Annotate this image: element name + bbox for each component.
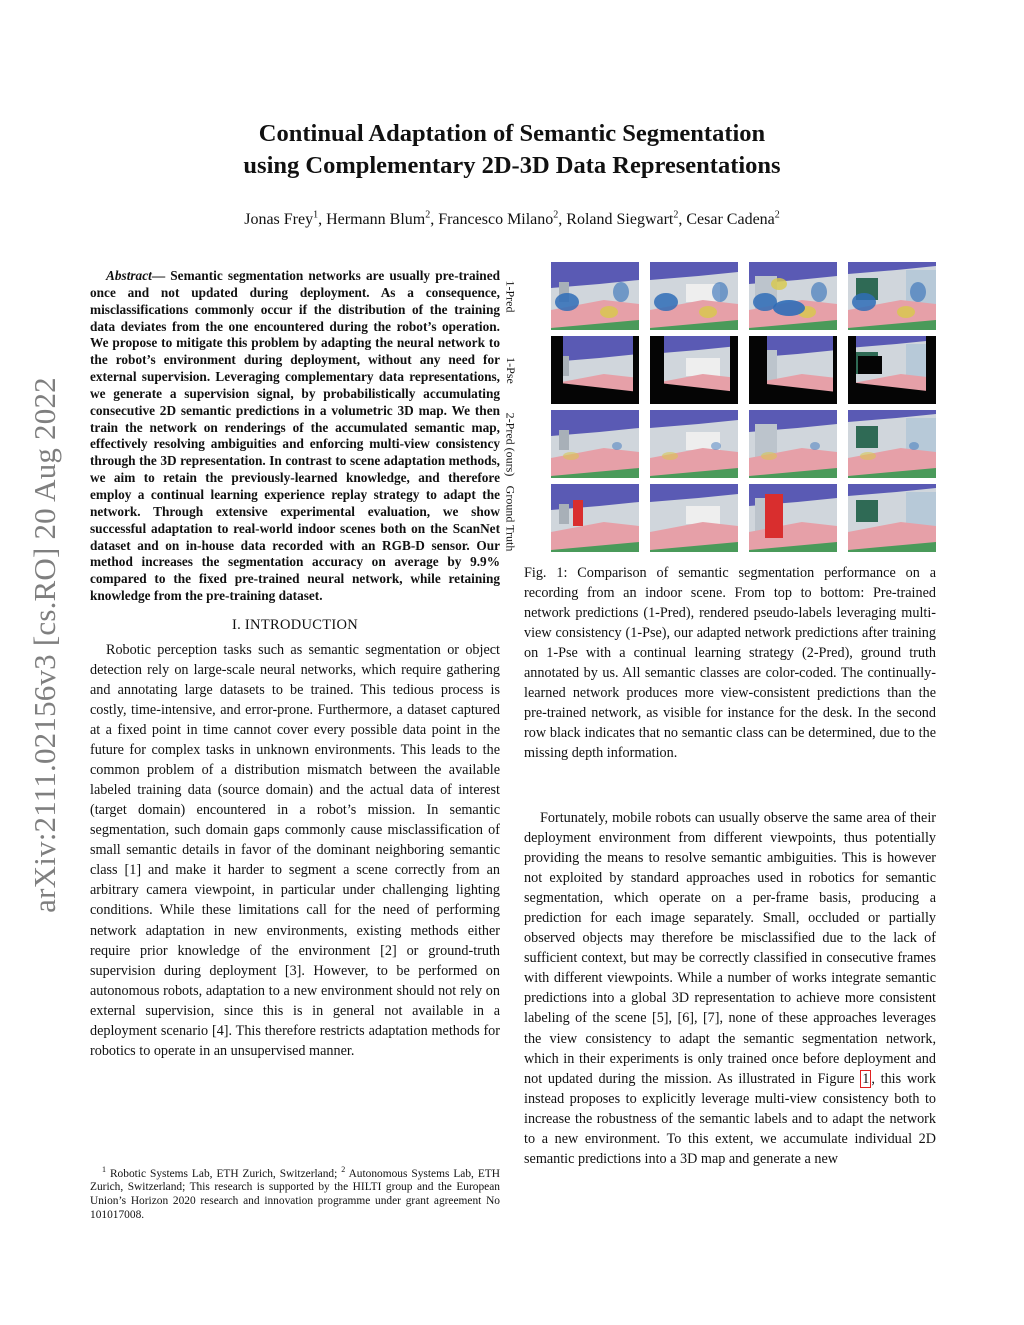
segmentation-image: [551, 262, 639, 330]
segmentation-render: [551, 262, 639, 330]
abstract-label: Abstract: [106, 268, 152, 283]
segmentation-image: [551, 484, 639, 552]
segmentation-render: [749, 262, 837, 330]
row-label: 2-Pred (ours): [503, 412, 518, 476]
intro-paragraph: Robotic perception tasks such as semantic segmentation or object detection rely on large-scale neural networks, which require gathering and annotating large datasets to be trained. This tedious process is costly, time-intensive, and error-prone. Furthermore, a dataset captured at a fixed point in time cannot cover every possible data point in the future for complex tasks in unknown environments. This leads to the common problem of a distribution mismatch between the available labeled training data (source domain) and the actual data of interest (target domain) encountered in a robot’s mission. In semantic segmentation, such domain gaps commonly cause misclassification of small semantic details in favor of the dominant neighboring semantic class [1] and make it harder to segment a scene correctly from an arbitrary camera viewpoint, in particular under challenging lighting conditions. While these limitations call for the need of performing network adaptation in new environments, existing methods either require prior knowledge of the environment [2] or ground-truth supervision during deployment [3]. However, to be performed on autonomous robots, adaptation to a new environment should not rely on external supervision, since this is in general not available in a deployment scenario [4]. This therefore restricts adaptation methods for robotics to operate in an unsupervised manner.: [90, 641, 500, 1059]
figure-caption: Fig. 1: Comparison of semantic segmentation performance on a recording from an indoor scene. From top to bottom: Pre-trained network predictions (1-Pred), rendered pseudo-labels leveraging multi-view consistency (1-Pse), our adapted network predictions after training on 1-Pse with a continual learning strategy (2-Pred), ground truth annotated by us. All semantic classes are color-coded. The continually-learned network produces more view-consistent predictions than the pre-trained network, as visible for instance for the desk. In the second row black indicates that no semantic class can be determined, due to the missing depth information.: [524, 565, 936, 761]
section-heading: I. INTRODUCTION: [231, 616, 359, 633]
author: Francesco Milano$^2$,: [438, 210, 567, 229]
segmentation-render: [551, 336, 639, 404]
abstract: [90, 268, 500, 605]
segmentation-render: [749, 410, 837, 478]
segmentation-render: [848, 336, 936, 404]
segmentation-image: [749, 410, 837, 478]
segmentation-render: [650, 484, 738, 552]
row-label: 1-Pred: [503, 280, 518, 312]
segmentation-render: [551, 410, 639, 478]
author: Jonas Frey$^1$,: [244, 210, 327, 229]
segmentation-image: [650, 410, 738, 478]
segmentation-render: [749, 336, 837, 404]
figure-row-1-pred: [503, 262, 936, 330]
author: Hermann Blum$^2$,: [326, 210, 439, 229]
segmentation-render: [650, 336, 738, 404]
segmentation-image: [848, 262, 936, 330]
segmentation-render: [650, 262, 738, 330]
author: Roland Siegwart$^2$,: [566, 210, 687, 229]
abstract-text: — Semantic segmentation networks are usually pre-trained once and not updated during deployment. As a consequence, misclassifications commonly occur if the distribution of the training data deviates from the one encountered during the robot’s operation. We propose to mitigate this problem by adapting the neural network to the robot’s environment during deployment, without any need for external supervision. Leveraging complementary data representations, we generate a supervision signal, by probabilistically accumulating consecutive 2D semantic predictions in a volumetric 3D map. We then train the network on renderings of the accumulated semantic map, effectively resolving ambiguities and enforcing multi-view consistency through the 3D representation. In contrast to scene adaptation methods, we aim to retain the previously-learned knowledge, and therefore employ a continual learning experience replay strategy to adapt the network. Through extensive experimental evaluation, we show successful adaptation to real-world indoor scenes both on the ScanNet dataset and on in-house data recorded with an RGB-D sensor. Our method increases the segmentation accuracy on average by 9.9% compared to the fixed pre-trained neural network, while retaining knowledge from the pre-training dataset.: [90, 268, 500, 604]
figure-1: [503, 262, 936, 554]
right-column-paragraph: Fortunately, mobile robots can usually observe the same area of their deployment environment from different viewpoints, thus potentially providing the means to resolve semantic ambiguities. This is however not exploited by standard approaches used in robotics for semantic segmentation, which operate on a per-frame basis, producing a prediction for each image separately. Small, occluded or partially observed objects may therefore be misclassified due to the lack of sufficient context, but may be correctly classified in consecutive frames with different viewpoints. While a number of works integrate semantic predictions into a global 3D representation to achieve more consistent labeling of the scene [5], [6], [7], none of these approaches leverages the view consistency to adapt the semantic segmentation network, which in their experiments is only trained once before deployment and not updated during the mission. As illustrated in Figure 1 , this work instead proposes to explicitly leverage multi-view consistency both to increase the robustness of the semantic labels and to adapt the network to a new environment. To this extent, we accumulate individual 2D semantic predictions into a 3D map and generate a new: [524, 810, 937, 1167]
author-list: [120, 210, 904, 229]
title-line-2: using Complementary 2D-3D Data Representations: [243, 152, 781, 179]
segmentation-image: [650, 262, 738, 330]
segmentation-image: [749, 484, 837, 552]
segmentation-image: [551, 336, 639, 404]
segmentation-render: [650, 410, 738, 478]
segmentation-image: [848, 410, 936, 478]
segmentation-image: [650, 336, 738, 404]
title-line-1: Continual Adaptation of Semantic Segmentation: [258, 120, 766, 147]
segmentation-image: [749, 262, 837, 330]
segmentation-image: [848, 336, 936, 404]
row-label: Ground Truth: [503, 485, 518, 551]
figure-row-1-pse: [503, 336, 936, 404]
author: Cesar Cadena$^2$: [686, 210, 780, 229]
left-column: [90, 268, 500, 1061]
segmentation-render: [848, 410, 936, 478]
arxiv-identifier: arXiv:2111.02156v3 [cs.RO] 20 Aug 2022: [27, 377, 62, 913]
figure-reference-link[interactable]: 1: [862, 1070, 870, 1087]
figure-row-ground-truth: [503, 484, 936, 552]
segmentation-render: [848, 262, 936, 330]
paper-title: [150, 118, 874, 182]
segmentation-image: [848, 484, 936, 552]
segmentation-render: [848, 484, 936, 552]
segmentation-image: [650, 484, 738, 552]
segmentation-image: [749, 336, 837, 404]
figure-row-2-pred: [503, 410, 936, 478]
segmentation-image: [551, 410, 639, 478]
segmentation-render: [749, 484, 837, 552]
row-label: 1-Pse: [503, 356, 518, 384]
footnote: $^1$ Robotic Systems Lab, ETH Zurich, Switzerland; $^2$ Autonomous Systems Lab, ETH Zurich, Switzerland; This research is supported by the HILTI group and the European Union’s Horizon 2020 research and innovation programme under grant agreement No 101017008.: [90, 1165, 500, 1221]
segmentation-render: [551, 484, 639, 552]
